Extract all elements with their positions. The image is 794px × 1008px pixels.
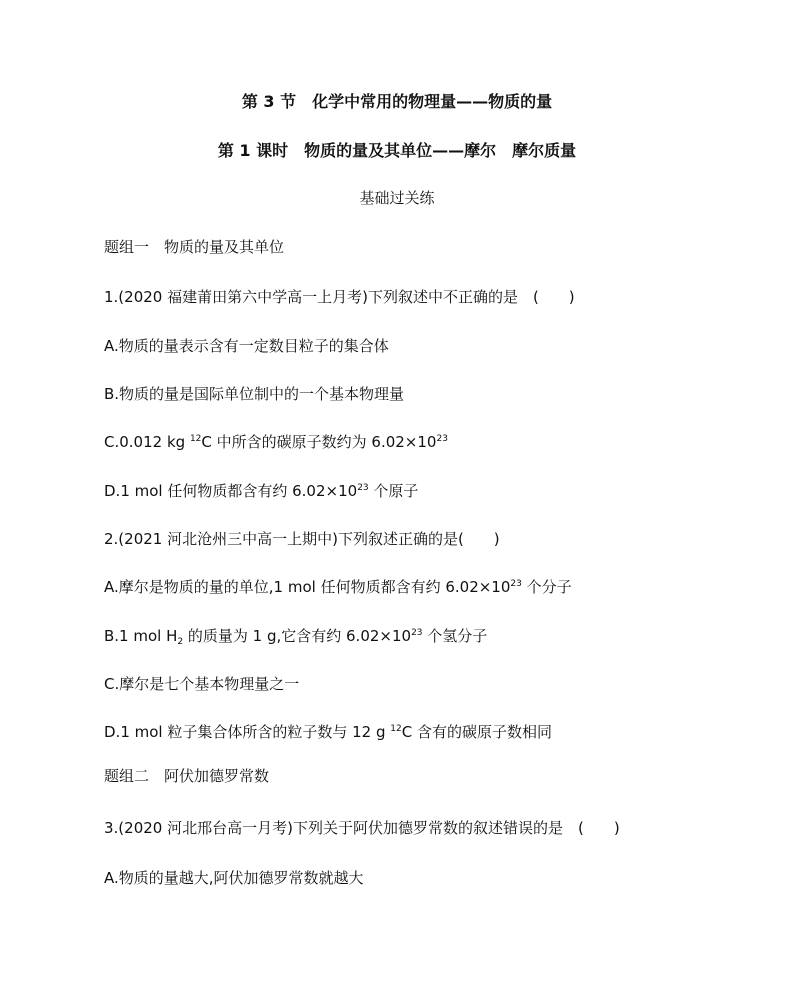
question-1-option-b: B.物质的量是国际单位制中的一个基本物理量	[104, 385, 405, 403]
group-label: 题组二 阿伏加德罗常数	[104, 767, 270, 785]
question-3-stem: 3.(2020 河北邢台高一月考)下列关于阿伏加德罗常数的叙述错误的是 ( )	[104, 819, 620, 837]
practice-heading: 基础过关练	[359, 189, 435, 207]
group-label: 题组一 物质的量及其单位	[104, 238, 285, 256]
question-1-option-d: D.1 mol 任何物质都含有约 $6.02\times 10^{23}$ 个原子	[104, 482, 419, 500]
question-1-option-c: C.0.012 kg $^{12}$C 中所含的碳原子数约为 $6.02\times 10^{23}$	[104, 433, 448, 451]
question-2-option-b: B.1 mol $H_2$ 的质量为 1 g,它含有约 $6.02\times 10^{23}$ 个氢分子	[104, 627, 488, 647]
question-1-option-a: A.物质的量表示含有一定数目粒子的集合体	[104, 337, 389, 355]
question-2-option-d: D.1 mol 粒子集合体所含的粒子数与 12 g $^{12}$C 含有的碳原子数相同	[104, 723, 552, 741]
question-2-option-a: A.摩尔是物质的量的单位,1 mol 任何物质都含有约 $6.02\times 10^{23}$ 个分子	[104, 578, 572, 596]
question-2-option-c: C.摩尔是七个基本物理量之一	[104, 675, 300, 693]
question-3-option-a: A.物质的量越大,阿伏加德罗常数就越大	[104, 869, 364, 887]
question-1-stem: 1.(2020 福建莆田第六中学高一上月考)下列叙述中不正确的是 ( )	[104, 288, 575, 306]
section-title: 第 3 节 化学中常用的物理量——物质的量	[241, 92, 553, 111]
question-2-stem: 2.(2021 河北沧州三中高一上期中)下列叙述正确的是( )	[104, 530, 500, 548]
lesson-title: 第 1 课时 物质的量及其单位——摩尔 摩尔质量	[217, 141, 577, 160]
